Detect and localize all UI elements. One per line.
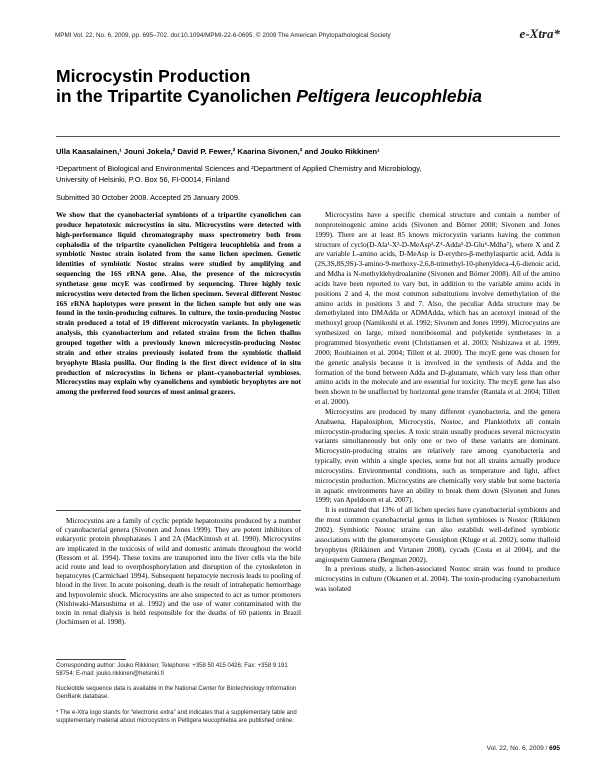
affiliations: ¹Department of Biological and Environmental Sciences and ²Department of Applied Chemistry and Microbiology, University of Helsinki, P.O. Box 56, FI-00014, Finland bbox=[56, 164, 422, 184]
abstract-rule bbox=[56, 510, 301, 511]
paragraph: Microcystins are produced by many different cyanobacteria, and the genera Anabaena, Hapalosiphon, Microcystis, Nostoc, and Planktothrix all contain microcystin-producing species. A toxic strain usually produces several microcystin variants simultaneously but only one or two of these variants are dominant. Microcystin-producing strains are relatively rare among cyanobacteria and typically, even within a single species, some but not all strains actually produce microcystins. Environmental conditions, such as temperature and light, affect microcystin production. Microcystins are chemically very stable but some bacteria in aquatic environments have an ability to break them down (Sivonen and Jones 1999; van Apeldoorn et al. 2007). bbox=[315, 406, 560, 505]
page-footer: Vol. 22, No. 6, 2009 / 695 bbox=[486, 745, 560, 752]
submission-dates: Submitted 30 October 2008. Accepted 25 January 2009. bbox=[56, 193, 241, 202]
paragraph: Microcystins have a specific chemical structure and contain a number of nonproteinogenic amino acids (Sivonen and Börner 2008; Sivonen and Jones 1999). There are at least 85 known microcystin variants having the common structure of cyclo(D-Ala¹-X²-D-MeAsp³-Z⁴-Adda⁵-D-Glu⁶-Mdha⁷), where X and Z are variable L-amino acids, D-MeAsp is D-erythro-β-methylaspartic acid, Adda is (2S,3S,8S,9S)-3-amino-9-methoxy-2,6,8-trimethyl-10-phenyldeca-4,6-dienoic acid, and Mdha is N-methyldehydroalanine (Sivonen and Börner 2008). All of the amino acids have been reported to vary but, in addition to the variable amino acids in positions 2 and 4, the most common substitutions involve demethylation of the amino acids in positions 3 and 7. Also, the peculiar Adda structure may be demethylated into DMAdda or ADMAdda, which has an acetoxyl instead of the methoxyl group (Namikoshi et al. 1992; Sivonen and Jones 1999). Microcystins are synthesized on large, mixed nonribosomal and polyketide synthetases in a programmed biosynthetic event (Christiansen et al. 2003; Nishizawa et al. 1999, 2000; Rouhiainen et al. 2004; Tillett et al. 2000). The mcyE gene was chosen for the genetic analysis because it is involved in the synthesis of Adda and the formation of the bond between Adda and D-glutamate, which vary less than other amino acids in the molecule and are essential for toxicity. The mcyE gene has also been shown to be unaffected by horizontal gene transfer (Rantala et al. 2004; Tillett et al. 2000). bbox=[315, 210, 560, 407]
journal-reference: MPMI Vol. 22, No. 6, 2009, pp. 695–702. doi:10.1094/MPMI-22-6-0695. © 2009 The American Phytopathological Society bbox=[55, 32, 391, 39]
right-column bbox=[315, 210, 560, 594]
footnote-rule bbox=[56, 659, 126, 660]
title-species: Peltigera leucophlebia bbox=[296, 86, 482, 106]
e-xtra-note: * The e-Xtra logo stands for “electronic extra” and indicates that a supplementary table and supplementary material about microcystins in Peltigera leucophlebia are published online. bbox=[56, 710, 297, 724]
title-line-1: Microcystin Production bbox=[56, 66, 251, 86]
page-header bbox=[55, 26, 560, 46]
nucleotide-note: Nucleotide sequence data is available in the National Center for Biotechnology Information GenBank database. bbox=[56, 686, 297, 700]
paragraph: In a previous study, a lichen-associated Nostoc strain was found to produce microcystins in culture (Oksanen et al. 2004). The toxin-producing cyanobacterium was isolated bbox=[315, 564, 560, 594]
e-xtra-logo: e-Xtra* bbox=[519, 26, 560, 41]
author-list: Ulla Kaasalainen,¹ Jouni Jokela,² David P. Fewer,² Kaarina Sivonen,² and Jouko Rikkinen¹ bbox=[56, 147, 380, 156]
corresponding-author-note: Corresponding author: Jouko Rikkinen; Telephone: +358 50 415 0426; Fax: +358 9 191 58754; E-mail: jouko.rikkinen@helsinki.fi bbox=[56, 663, 288, 677]
paragraph: It is estimated that 13% of all lichen species have cyanobacterial symbionts and the most common cyanobacterial genus in lichen symbioses is Nostoc (Rikkinen 2002). Symbiotic Nostoc strains can also establish well-defined symbiotic associations with the glomeromycete Geosiphon (Kluge et al. 2002), some thalloid bryophytes (Rikkinen and Virtanen 2008), cycads (Costa et al 2004), and the angiosperm Gunnera (Bergman 2002). bbox=[315, 505, 560, 564]
page-number: 695 bbox=[549, 745, 560, 752]
title-rule bbox=[56, 136, 560, 137]
introduction-paragraph: Microcystins are a family of cyclic peptide hepatotoxins produced by a number of cyanobacterial genera (Sivonen and Jones 1999). They are potent inhibitors of eukaryotic protein phosphatases 1 and 2A (MacKintosh et al. 1990). Microcystins are implicated in the toxicosis of wild and domestic animals throughout the world (Ressom et al. 1994). These toxins are transported into the liver cells via the bile acid route and lead to overphosphorylation and disruption of the cytoskeleton in hepatocytes (Carmichael 1994). Subsequent hepatocyte necrosis leads to pooling of blood in the liver. In acute poisoning, death is the result of intrahepatic hemorrhage and hypovolemic shock. Microcystins are also suspected to act as tumor promoters (Nishiwaki-Matsushima et al. 1992) and the use of water contaminated with the toxin in renal dialysis is held responsible for the deaths of 60 patients in Brazil (Jochimsen et al. 1998). bbox=[56, 516, 301, 627]
abstract: We show that the cyanobacterial symbionts of a tripartite cyanolichen can produce hepatotoxic microcystins in situ. Microcystins were detected with high-performance liquid chromatography mass spectrometry both from cephalodia of the tripartite cyanolichen Peltigera leucophlebia and from a symbiotic Nostoc strain isolated from the same lichen specimen. Genetic identities of symbiotic Nostoc strains were studied by amplifying and sequencing the 16S rRNA gene. Also, the presence of the microcystin synthetase gene mcyE was confirmed by sequencing. Three highly toxic microcystins were detected from the lichen specimen. Several different Nostoc 16S rRNA haplotypes were present in the lichen sample but only one was found in the toxin-producing cultures. In culture, the toxin-producing Nostoc strain produced a total of 19 different microcystin variants. In phylogenetic analysis, this cyanobacterium and related strains from the lichen thallus grouped together with a previously known microcystin-producing Nostoc strain and other strains previously isolated from the symbiotic thalloid bryophyte Blasia pusilla. Our finding is the first direct evidence of in situ production of microcystins in lichens or plant–cyanobacterial symbioses. Microcystins may explain why cyanolichens and symbiotic bryophytes are not among the preferred food sources of most animal grazers. bbox=[56, 210, 301, 397]
article-title bbox=[56, 66, 556, 106]
title-line-2: in the Tripartite Cyanolichen Peltigera leucophlebia bbox=[56, 86, 482, 106]
